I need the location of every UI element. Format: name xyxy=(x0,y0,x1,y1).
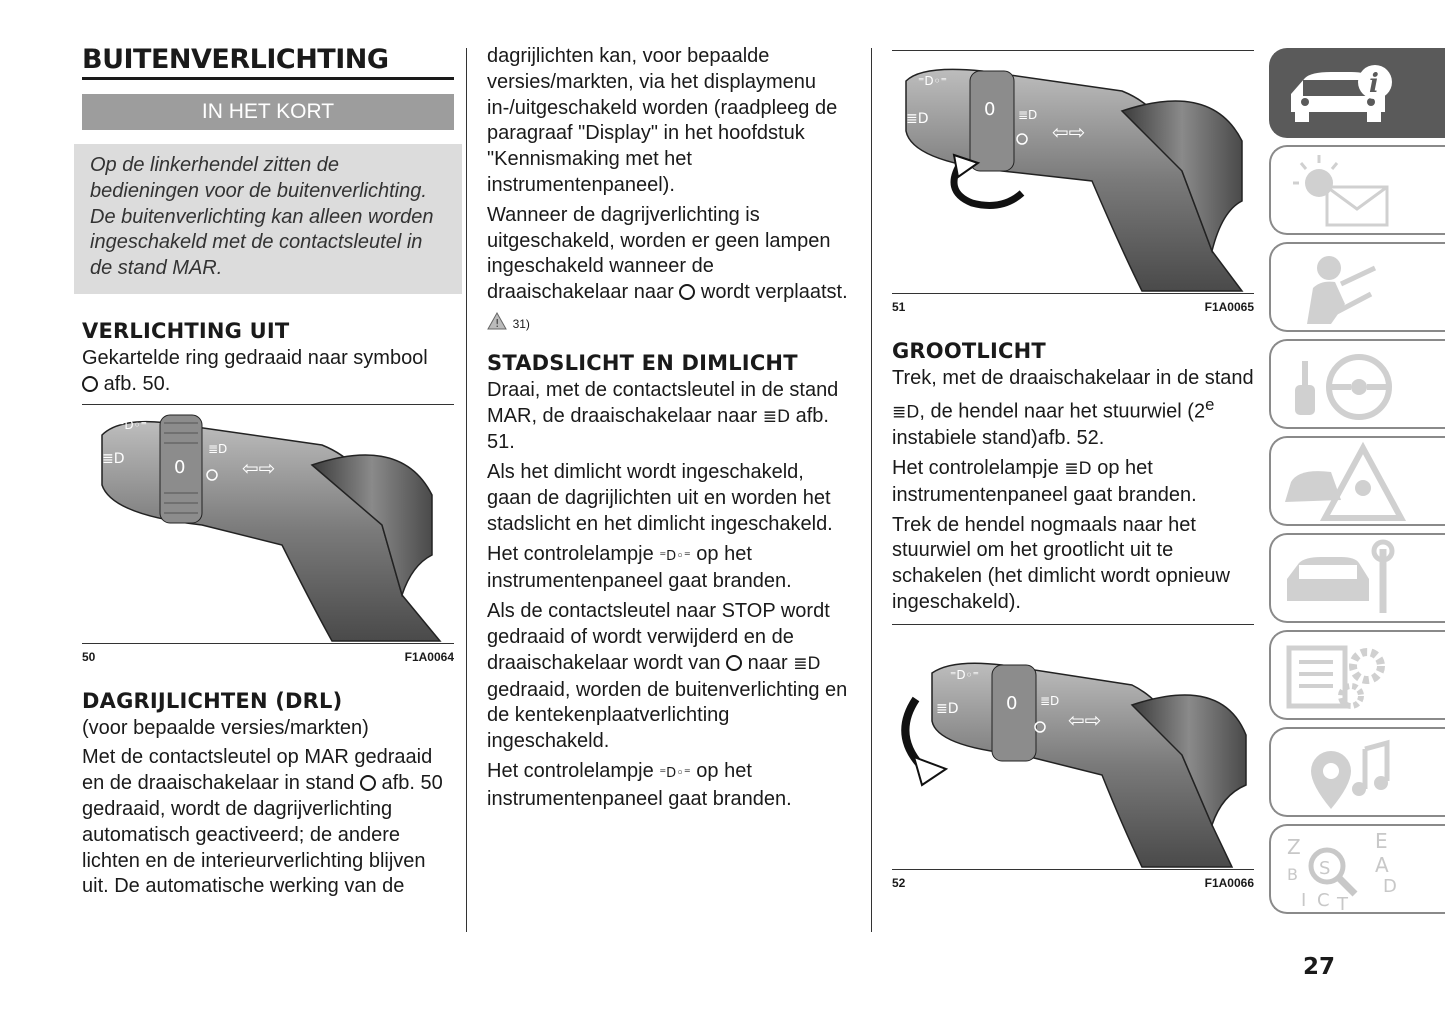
paragraph: Draai, met de contactsleutel in de stand MAR, de draaischakelaar naar ≣D afb. 51. xyxy=(487,378,839,454)
tab-technical-data[interactable] xyxy=(1269,630,1445,720)
figure-code: F1A0066 xyxy=(1204,875,1254,890)
paragraph: Trek de hendel nogmaals naar het stuurwiel om het grootlicht uit te schakelen (het dimlicht wordt opnieuw ingeschakeld). xyxy=(892,513,1230,614)
paragraph: Wanneer de dagrijverlichting is uitgeschakeld, worden er geen lampen ingeschakeld wanneer de draaischakelaar naar wordt verplaatst. xyxy=(487,203,848,304)
svg-text:≣D: ≣D xyxy=(208,441,228,456)
index-search-icon xyxy=(1271,826,1421,912)
figure-caption xyxy=(892,300,1254,314)
low-beam-icon: ≣D xyxy=(762,406,791,427)
warning-reference: ! 31) xyxy=(487,310,849,338)
paragraph: Gekartelde ring gedraaid naar symbool afb. 50. xyxy=(82,346,428,395)
svg-text:S: S xyxy=(1319,858,1331,879)
paragraph: Het controlelampje ≣D op het instrumentenpaneel gaat branden. xyxy=(892,457,1197,506)
svg-text:D: D xyxy=(1383,876,1397,897)
svg-text:⁼D◦⁼: ⁼D◦⁼ xyxy=(950,667,979,682)
tab-index[interactable] xyxy=(1269,824,1445,914)
svg-text:≣D: ≣D xyxy=(906,111,929,127)
svg-text:!: ! xyxy=(495,316,500,330)
tab-multimedia[interactable] xyxy=(1269,727,1445,817)
column-divider xyxy=(466,48,467,932)
svg-text:≣D: ≣D xyxy=(102,450,125,467)
svg-text:⇦⇨: ⇦⇨ xyxy=(1052,120,1086,144)
svg-text:I: I xyxy=(1301,890,1307,911)
tab-maintenance[interactable] xyxy=(1269,533,1445,623)
tab-warning-lights[interactable] xyxy=(1269,145,1445,235)
svg-text:0: 0 xyxy=(984,99,996,120)
key-steering-icon xyxy=(1271,341,1421,427)
svg-text:0: 0 xyxy=(1006,692,1018,714)
off-circle-icon xyxy=(360,775,376,791)
column-2 xyxy=(487,44,849,817)
car-info-icon xyxy=(1271,50,1421,136)
svg-text:≣D: ≣D xyxy=(1018,108,1038,122)
svg-text:≣D: ≣D xyxy=(936,700,959,717)
section-heading-high: GROOTLICHT xyxy=(892,339,1046,363)
svg-text:⇦⇨: ⇦⇨ xyxy=(242,455,276,480)
side-light-icon: ⁼D◦⁼ xyxy=(659,548,691,564)
warning-lights-icon xyxy=(1271,147,1421,233)
column-1 xyxy=(82,44,454,904)
car-repair-icon xyxy=(1271,535,1421,621)
paragraph: Met de contactsleutel op MAR gedraaid en de draaischakelaar in stand afb. 50 gedraaid, wordt de dagrijverlichting automatisch geactiveerd; de andere lichten en de interieurverlichting blijven uit. De automatische werking van de xyxy=(82,746,443,898)
figure-code: F1A0064 xyxy=(404,649,454,664)
low-beam-icon: ≣D xyxy=(793,653,821,674)
specs-gears-icon xyxy=(1271,632,1421,718)
paragraph: dagrijlichten kan, voor bepaalde versies/markten, via het displaymenu in-/uitgeschakeld worden (raadpleeg de paragraaf "Display" in het hoofdstuk "Kennismaking met het instrumentenpaneel). xyxy=(487,45,838,196)
svg-text:0: 0 xyxy=(174,456,186,478)
section-heading-drl: DAGRIJLICHTEN (DRL) xyxy=(82,688,343,713)
figure-52 xyxy=(892,624,1254,870)
section-heading-low: STADSLICHT EN DIMLICHT xyxy=(487,350,798,375)
column-divider xyxy=(871,48,872,932)
paragraph: Als het dimlicht wordt ingeschakeld, gaan de dagrijlichten uit en worden het stadslicht en het dimlicht ingeschakeld. xyxy=(487,461,833,535)
tab-safety[interactable] xyxy=(1269,242,1445,332)
off-circle-icon xyxy=(679,284,695,300)
figure-50 xyxy=(82,404,454,644)
off-circle-icon xyxy=(82,376,98,392)
figure-number: 50 xyxy=(82,649,96,664)
svg-text:Z: Z xyxy=(1287,835,1301,859)
stalk-lever-illustration xyxy=(892,625,1254,869)
svg-text:C: C xyxy=(1317,890,1330,911)
svg-text:T: T xyxy=(1337,894,1348,912)
figure-number: 51 xyxy=(892,300,906,314)
tab-knowing-the-car[interactable] xyxy=(1269,48,1445,138)
svg-text:≣D: ≣D xyxy=(1040,693,1060,708)
figure-code: F1A0065 xyxy=(1204,300,1254,314)
figure-number: 52 xyxy=(892,875,906,890)
column-3 xyxy=(892,44,1254,890)
page-title: BUITENVERLICHTING xyxy=(82,44,454,80)
paragraph: (voor bepaalde versies/markten) xyxy=(82,716,369,739)
figure-caption xyxy=(82,650,454,664)
svg-text:i: i xyxy=(1369,69,1379,99)
figure-51 xyxy=(892,50,1254,294)
svg-text:B: B xyxy=(1287,865,1298,884)
multimedia-icon xyxy=(1271,729,1421,815)
warning-triangle-icon xyxy=(487,312,507,330)
svg-text:⁼D◦⁼: ⁼D◦⁼ xyxy=(118,417,147,432)
summary-box: Op de linkerhendel zitten de bedieningen voor de buitenverlichting. De buitenverlichting kan alleen worden ingeschakeld met de contactsleutel in de stand MAR. xyxy=(74,144,462,294)
svg-text:A: A xyxy=(1375,853,1389,877)
paragraph: Het controlelampje ⁼D◦⁼ op het instrumentenpaneel gaat branden. xyxy=(487,759,792,810)
tab-starting-driving[interactable] xyxy=(1269,339,1445,429)
section-heading-off: VERLICHTING UIT xyxy=(82,318,290,343)
svg-text:E: E xyxy=(1375,829,1388,853)
road-warning-icon xyxy=(1271,438,1421,524)
airbag-seat-icon xyxy=(1271,244,1421,330)
paragraph: Als de contactsleutel naar STOP wordt gedraaid of wordt verwijderd en de draaischakelaar wordt van naar ≣D gedraaid, worden de buitenverlichting en de kentekenplaatverlichting ingeschakeld. xyxy=(487,600,848,753)
high-beam-icon: ≣D xyxy=(892,402,920,423)
stalk-lever-illustration xyxy=(82,405,454,643)
off-circle-icon xyxy=(726,655,742,671)
in-short-banner: IN HET KORT xyxy=(82,94,454,130)
svg-text:⇦⇨: ⇦⇨ xyxy=(1068,707,1102,732)
svg-text:⁼D◦⁼: ⁼D◦⁼ xyxy=(918,74,947,88)
stalk-lever-illustration xyxy=(892,51,1254,293)
page-number: 27 xyxy=(1303,954,1336,980)
paragraph: Trek, met de draaischakelaar in de stand ≣D, de hendel naar het stuurwiel (2e instabiele stand)afb. 52. xyxy=(892,367,1254,450)
tab-emergency[interactable] xyxy=(1269,436,1445,526)
high-beam-icon: ≣D xyxy=(1064,459,1092,480)
paragraph: Het controlelampje ⁼D◦⁼ op het instrumentenpaneel gaat branden. xyxy=(487,542,792,593)
figure-caption xyxy=(892,876,1254,890)
side-light-icon: ⁼D◦⁼ xyxy=(659,765,691,781)
